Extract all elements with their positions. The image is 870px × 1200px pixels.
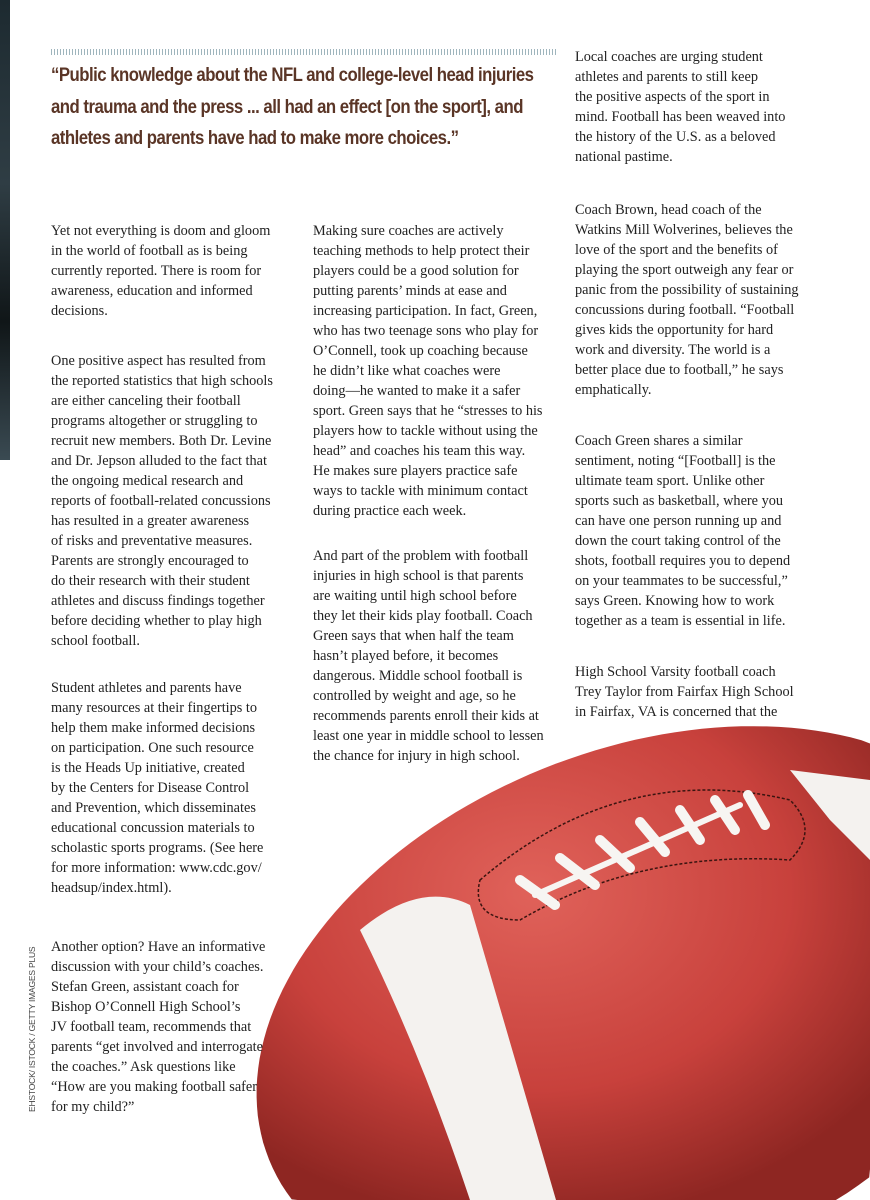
text-line: programs altogether or struggling to [51, 413, 258, 429]
text-line: currently reported. There is room for [51, 263, 262, 279]
paragraph [575, 431, 790, 631]
text-line: who has two teenage sons who play for [313, 323, 539, 339]
text-line: And part of the problem with football [313, 548, 529, 564]
text-line: athletes and parents to still keep [575, 69, 759, 85]
text-line: Student athletes and parents have [51, 680, 242, 696]
text-line: He makes sure players practice safe [313, 463, 518, 479]
text-line: of risks and preventative measures. [51, 533, 253, 549]
text-line: the chance for injury in high school. [313, 748, 520, 764]
text-line: discussion with your child’s coaches. [51, 959, 264, 975]
text-line: is the Heads Up initiative, created [51, 760, 245, 776]
text-line: the coaches.” Ask questions like [51, 1059, 236, 1075]
text-line: increasing participation. In fact, Green, [313, 303, 538, 319]
pull-quote-line: and trauma and the press ... all had an effect [on the sport], and [51, 95, 523, 118]
text-line: help them make informed decisions [51, 720, 256, 736]
text-line: reports of football-related concussions [51, 493, 271, 509]
text-line: ways to tackle with minimum contact [313, 483, 528, 499]
text-line: emphatically. [575, 382, 652, 398]
text-line: by the Centers for Disease Control [51, 780, 250, 796]
text-line: dangerous. Middle school football is [313, 668, 523, 684]
text-line: can have one person running up and [575, 513, 782, 529]
text-line: Yet not everything is doom and gloom [51, 223, 271, 239]
text-line: he didn’t like what coaches were [313, 363, 501, 379]
text-line: Coach Brown, head coach of the [575, 202, 762, 218]
text-line: awareness, education and informed [51, 283, 253, 299]
pull-quote-line: “Public knowledge about the NFL and college-level head injuries [51, 64, 534, 86]
text-line: for more information: www.cdc.gov/ [51, 860, 262, 876]
text-line: the history of the U.S. as a beloved [575, 129, 776, 145]
text-line: Bishop O’Connell High School’s [51, 999, 241, 1015]
text-line: hasn’t played before, it becomes [313, 648, 499, 664]
text-line: Coach Green shares a similar [575, 433, 743, 449]
text-line: sports such as basketball, where you [575, 493, 784, 509]
text-line: controlled by weight and age, so he [313, 688, 516, 704]
text-line: recruit new members. Both Dr. Levine [51, 433, 272, 449]
text-line: Local coaches are urging student [575, 49, 763, 65]
text-line: teaching methods to help protect their [313, 243, 530, 259]
text-line: do their research with their student [51, 573, 250, 589]
text-line: Trey Taylor from Fairfax High School [575, 684, 794, 700]
text-line: are waiting until high school before [313, 588, 517, 604]
text-line: headsup/index.html). [51, 880, 172, 896]
text-line: in the world of football as is being [51, 243, 248, 259]
text-line: least one year in middle school to lessen [313, 728, 544, 744]
text-line: educational concussion materials to [51, 820, 255, 836]
text-line: for my child?” [51, 1099, 135, 1115]
text-line: playing the sport outweigh any fear or [575, 262, 794, 278]
text-line: putting parents’ minds at ease and [313, 283, 507, 299]
text-line: during practice each week. [313, 503, 467, 519]
text-line: parents “get involved and interrogate [51, 1039, 263, 1055]
pull-quote-line: athletes and parents have had to make more choices.” [51, 127, 459, 149]
text-line: sport. Green says that he “stresses to his [313, 403, 543, 419]
text-line: on participation. One such resource [51, 740, 254, 756]
text-line: the reported statistics that high schools [51, 373, 273, 389]
text-line: recommends parents enroll their kids at [313, 708, 539, 724]
text-line: work and diversity. The world is a [575, 342, 771, 358]
text-line: the positive aspects of the sport in [575, 89, 770, 105]
text-line: Watkins Mill Wolverines, believes the [575, 222, 793, 238]
text-line: Parents are strongly encouraged to [51, 553, 249, 569]
text-line: school football. [51, 633, 140, 649]
text-line: gives kids the opportunity for hard [575, 322, 774, 338]
paragraph [575, 200, 799, 400]
text-line: panic from the possibility of sustaining [575, 282, 799, 298]
text-line: shots, football requires you to depend [575, 553, 791, 569]
text-line: together as a team is essential in life. [575, 613, 786, 629]
text-line: has resulted in a greater awareness [51, 513, 250, 529]
paragraph [313, 546, 544, 766]
text-line: and Prevention, which disseminates [51, 800, 256, 816]
text-line: the ongoing medical research and [51, 473, 244, 489]
text-line: down the court taking control of the [575, 533, 781, 549]
paragraph [51, 351, 273, 651]
text-line: O’Connell, took up coaching because [313, 343, 528, 359]
text-line: High School Varsity football coach [575, 664, 776, 680]
paragraph [51, 678, 263, 898]
text-line: love of the sport and the benefits of [575, 242, 778, 258]
paragraph [313, 221, 543, 521]
text-line: and Dr. Jepson alluded to the fact that [51, 453, 267, 469]
text-line: in Fairfax, VA is concerned that the [575, 704, 778, 720]
paragraph [575, 47, 785, 167]
text-line: Stefan Green, assistant coach for [51, 979, 239, 995]
text-line: athletes and discuss findings together [51, 593, 265, 609]
text-line: One positive aspect has resulted from [51, 353, 266, 369]
text-line: players could be a good solution for [313, 263, 519, 279]
text-line: better place due to football,” he says [575, 362, 784, 378]
text-line: JV football team, recommends that [51, 1019, 252, 1035]
text-line: mind. Football has been weaved into [575, 109, 786, 125]
text-line: “How are you making football safer [51, 1079, 258, 1095]
text-line: Another option? Have an informative [51, 939, 266, 955]
text-line: says Green. Knowing how to work [575, 593, 775, 609]
text-line: Making sure coaches are actively [313, 223, 504, 239]
text-line: players how to tackle without using the [313, 423, 538, 439]
text-line: injuries in high school is that parents [313, 568, 524, 584]
text-line: doing—he wanted to make it a safer [313, 383, 521, 399]
text-line: head” and coaches his team this way. [313, 443, 526, 459]
photo-credit: EHSTOCK/ ISTOCK / GETTY IMAGES PLUS [27, 946, 37, 1112]
text-line: Green says that when half the team [313, 628, 514, 644]
text-line: before deciding whether to play high [51, 613, 262, 629]
text-line: decisions. [51, 303, 108, 319]
text-line: on your teammates to be successful,” [575, 573, 788, 589]
paragraph [575, 662, 794, 722]
paragraph [51, 221, 270, 321]
text-line: ultimate team sport. Unlike other [575, 473, 765, 489]
text-line: sentiment, noting “[Football] is the [575, 453, 776, 469]
text-line: national pastime. [575, 149, 673, 165]
text-line: many resources at their fingertips to [51, 700, 258, 716]
text-line: concussions during football. “Football [575, 302, 795, 318]
paragraph [51, 937, 265, 1117]
text-line: scholastic sports programs. (See here [51, 840, 264, 856]
text-line: are either canceling their football [51, 393, 241, 409]
text-line: they let their kids play football. Coach [313, 608, 533, 624]
